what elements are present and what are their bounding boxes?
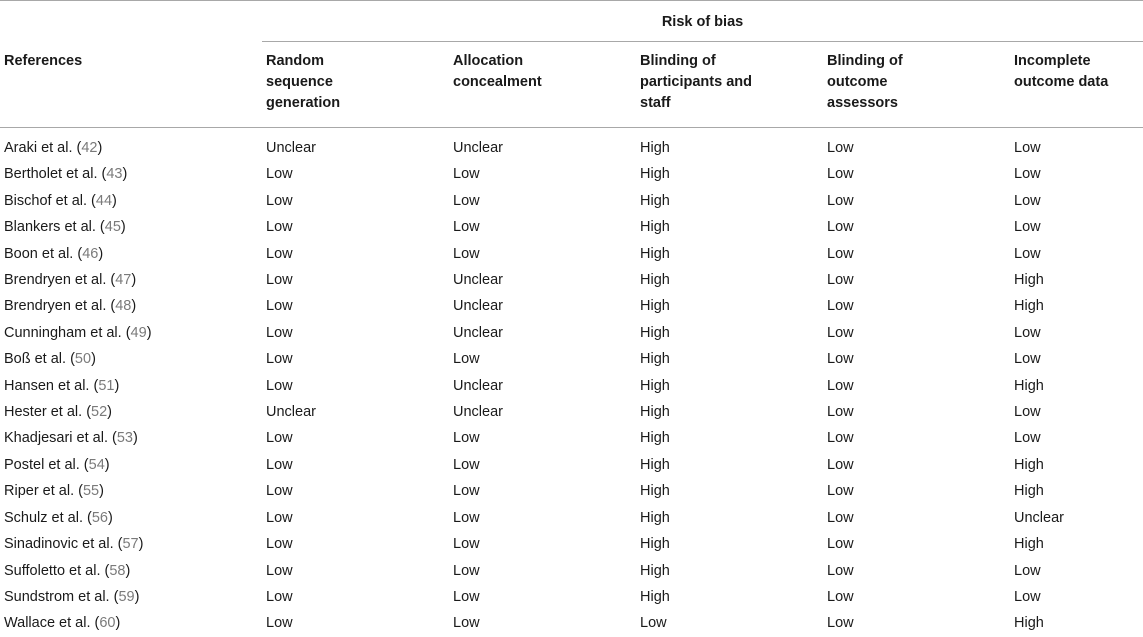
- cell-blinding-assessors: Low: [827, 219, 854, 236]
- header-line: Blinding of: [640, 53, 716, 69]
- cell-random-sequence: Low: [266, 588, 293, 605]
- cell-blinding-participants: High: [640, 245, 670, 262]
- reference-author: Suffoletto et al. (: [4, 562, 110, 579]
- cell-blinding-assessors: Low: [827, 324, 854, 341]
- citation-link[interactable]: 52: [91, 404, 108, 421]
- citation-link[interactable]: 42: [81, 140, 98, 156]
- column-header-row: [0, 42, 1143, 128]
- table-row: [0, 346, 1143, 372]
- header-line: Allocation: [453, 53, 524, 69]
- reference-author: Blankers et al. (: [4, 219, 105, 236]
- cell-blinding-assessors: Low: [827, 615, 854, 632]
- group-header-spacer: [0, 1, 262, 42]
- cell-incomplete-data: Low: [1014, 562, 1041, 579]
- table-row: [0, 399, 1143, 425]
- citation-link[interactable]: 57: [122, 536, 139, 553]
- cell-reference: [0, 214, 262, 240]
- cell-incomplete-data: Low: [1014, 404, 1041, 421]
- reference-author: Bischof et al. (: [4, 192, 96, 209]
- citation-link[interactable]: 54: [88, 456, 105, 473]
- cell-blinding-participants: High: [640, 430, 670, 447]
- cell-allocation: Unclear: [453, 404, 503, 421]
- table-row: [0, 531, 1143, 557]
- citation-link[interactable]: 60: [99, 615, 116, 632]
- cell-allocation: Low: [453, 245, 480, 262]
- reference-author: Boß et al. (: [4, 351, 75, 368]
- cell-allocation: Low: [453, 562, 480, 579]
- cell-reference: [0, 478, 262, 504]
- cell-incomplete-data: Low: [1014, 192, 1041, 209]
- citation-link[interactable]: 56: [91, 509, 108, 526]
- cell-random-sequence: Low: [266, 430, 293, 447]
- cell-reference: [0, 399, 262, 425]
- cell-blinding-assessors: Low: [827, 562, 854, 579]
- reference-author: Riper et al. (: [4, 483, 83, 500]
- reference-author: Bertholet et al. (: [4, 166, 107, 183]
- header-random-sequence-generation: [262, 42, 449, 128]
- reference-author: Brendryen et al. (: [4, 272, 116, 289]
- citation-link[interactable]: 50: [74, 351, 92, 368]
- cell-allocation: Low: [453, 588, 480, 605]
- citation-link[interactable]: 53: [116, 430, 133, 447]
- header-line: concealment: [453, 74, 542, 90]
- citation-link[interactable]: 44: [95, 192, 113, 209]
- cell-blinding-participants: High: [640, 483, 670, 500]
- header-line: outcome data: [1014, 74, 1109, 90]
- reference-close-paren: ): [132, 430, 138, 447]
- cell-allocation: Low: [453, 483, 480, 500]
- cell-reference: [0, 584, 262, 610]
- cell-reference: [0, 610, 262, 636]
- reference-close-paren: ): [99, 483, 104, 500]
- cell-incomplete-data: Low: [1014, 351, 1041, 368]
- cell-blinding-assessors: Low: [827, 298, 854, 315]
- table-row: [0, 293, 1143, 319]
- cell-reference: [0, 346, 262, 372]
- cell-blinding-assessors: Low: [827, 404, 854, 421]
- header-allocation-concealment: [449, 42, 636, 128]
- citation-link[interactable]: 47: [115, 272, 132, 289]
- cell-incomplete-data: Low: [1014, 245, 1041, 262]
- cell-allocation: Low: [453, 536, 480, 553]
- reference-close-paren: ): [146, 324, 152, 341]
- header-line: participants and: [640, 74, 752, 90]
- cell-allocation: Low: [453, 192, 480, 209]
- cell-allocation: Low: [453, 456, 480, 473]
- reference-close-paren: ): [91, 351, 96, 368]
- citation-link[interactable]: 55: [82, 483, 100, 500]
- citation-link[interactable]: 51: [98, 377, 115, 394]
- cell-allocation: Unclear: [453, 140, 503, 156]
- header-line: generation: [266, 95, 341, 111]
- cell-random-sequence: Low: [266, 245, 293, 262]
- cell-allocation: Low: [453, 351, 480, 368]
- cell-incomplete-data: Low: [1014, 588, 1041, 605]
- citation-link[interactable]: 49: [130, 324, 147, 341]
- reference-close-paren: ): [122, 166, 128, 183]
- cell-allocation: Low: [453, 509, 480, 526]
- cell-reference: [0, 531, 262, 557]
- reference-author: Hester et al. (: [4, 404, 92, 421]
- cell-allocation: Low: [453, 166, 480, 183]
- cell-random-sequence: Unclear: [266, 140, 316, 156]
- header-line: Incomplete: [1014, 53, 1091, 69]
- cell-random-sequence: Low: [266, 219, 293, 236]
- cell-random-sequence: Low: [266, 272, 293, 289]
- cell-reference: [0, 505, 262, 531]
- table-row: [0, 214, 1143, 240]
- cell-incomplete-data: High: [1014, 615, 1044, 632]
- reference-author: Wallace et al. (: [4, 615, 100, 632]
- cell-incomplete-data: Unclear: [1014, 509, 1064, 526]
- cell-random-sequence: Low: [266, 377, 293, 394]
- header-line: staff: [640, 95, 671, 111]
- reference-author: Cunningham et al. (: [4, 324, 131, 341]
- table-row: [0, 320, 1143, 346]
- cell-allocation: Unclear: [453, 324, 503, 341]
- table-row: [0, 584, 1143, 610]
- header-blinding-participants-staff: [636, 42, 823, 128]
- reference-close-paren: ): [114, 377, 120, 394]
- cell-random-sequence: Low: [266, 166, 293, 183]
- cell-reference: [0, 161, 262, 187]
- cell-blinding-participants: High: [640, 140, 670, 156]
- cell-blinding-assessors: Low: [827, 377, 854, 394]
- cell-allocation: Low: [453, 430, 480, 447]
- reference-close-paren: ): [138, 536, 144, 553]
- reference-close-paren: ): [125, 562, 131, 579]
- header-references: [0, 42, 262, 128]
- reference-close-paren: ): [134, 588, 140, 605]
- cell-random-sequence: Low: [266, 351, 293, 368]
- cell-reference: [0, 452, 262, 478]
- cell-allocation: Unclear: [453, 298, 503, 315]
- reference-close-paren: ): [98, 245, 104, 262]
- header-incomplete-outcome-data: [1010, 42, 1143, 128]
- cell-incomplete-data: Low: [1014, 430, 1041, 447]
- cell-random-sequence: Low: [266, 324, 293, 341]
- citation-link[interactable]: 45: [104, 219, 121, 236]
- cell-random-sequence: Unclear: [266, 404, 316, 421]
- reference-close-paren: ): [107, 509, 113, 526]
- cell-reference: [0, 425, 262, 451]
- cell-random-sequence: Low: [266, 562, 293, 579]
- cell-allocation: Unclear: [453, 272, 503, 289]
- cell-allocation: Low: [453, 219, 480, 236]
- cell-blinding-participants: High: [640, 192, 670, 209]
- cell-blinding-assessors: Low: [827, 536, 854, 553]
- cell-blinding-assessors: Low: [827, 192, 854, 209]
- citation-link[interactable]: 58: [109, 562, 126, 579]
- cell-incomplete-data: High: [1014, 298, 1044, 315]
- reference-close-paren: ): [112, 192, 117, 209]
- cell-blinding-participants: High: [640, 509, 670, 526]
- cell-blinding-participants: High: [640, 377, 670, 394]
- cell-blinding-participants: Low: [640, 615, 667, 632]
- reference-author: Khadjesari et al. (: [4, 430, 117, 447]
- cell-blinding-participants: High: [640, 351, 670, 368]
- cell-reference: [0, 241, 262, 267]
- citation-link[interactable]: 46: [82, 245, 99, 262]
- cell-reference: [0, 188, 262, 214]
- cell-blinding-participants: High: [640, 536, 670, 553]
- cell-blinding-participants: High: [640, 219, 670, 236]
- reference-author: Hansen et al. (: [4, 377, 99, 394]
- cell-blinding-participants: High: [640, 562, 670, 579]
- cell-incomplete-data: High: [1014, 272, 1044, 289]
- cell-allocation: Low: [453, 615, 480, 632]
- group-header-row: [0, 1, 1143, 42]
- table-row: [0, 452, 1143, 478]
- cell-reference: [0, 320, 262, 346]
- table-row: [0, 128, 1143, 162]
- cell-blinding-assessors: Low: [827, 588, 854, 605]
- cell-random-sequence: Low: [266, 456, 293, 473]
- cell-blinding-assessors: Low: [827, 509, 854, 526]
- header-blinding-outcome-assessors: [823, 42, 1010, 128]
- reference-close-paren: ): [131, 298, 137, 315]
- citation-link[interactable]: 43: [106, 166, 123, 183]
- cell-random-sequence: Low: [266, 536, 293, 553]
- cell-reference: [0, 373, 262, 399]
- cell-incomplete-data: Low: [1014, 324, 1041, 341]
- reference-close-paren: ): [104, 456, 110, 473]
- cell-blinding-participants: High: [640, 324, 670, 341]
- reference-author: Brendryen et al. (: [4, 298, 116, 315]
- cell-reference: [0, 558, 262, 584]
- reference-author: Postel et al. (: [4, 456, 89, 473]
- table-row: [0, 558, 1143, 584]
- cell-reference: [0, 128, 262, 162]
- reference-close-paren: ): [120, 219, 126, 236]
- cell-incomplete-data: Low: [1014, 140, 1041, 156]
- cell-random-sequence: Low: [266, 483, 293, 500]
- reference-close-paren: ): [97, 140, 103, 156]
- header-line: sequence: [266, 74, 333, 90]
- header-line: Random: [266, 53, 324, 69]
- reference-author: Boon et al. (: [4, 245, 83, 262]
- cell-blinding-participants: High: [640, 456, 670, 473]
- table-row: [0, 161, 1143, 187]
- header-line: outcome: [827, 74, 888, 90]
- cell-reference: [0, 293, 262, 319]
- cell-blinding-assessors: Low: [827, 430, 854, 447]
- cell-incomplete-data: High: [1014, 483, 1044, 500]
- cell-random-sequence: Low: [266, 615, 293, 632]
- table-row: [0, 478, 1143, 504]
- header-line: References: [4, 52, 83, 69]
- cell-random-sequence: Low: [266, 509, 293, 526]
- cell-incomplete-data: High: [1014, 456, 1044, 473]
- table-row: [0, 241, 1143, 267]
- cell-blinding-participants: High: [640, 404, 670, 421]
- cell-blinding-assessors: Low: [827, 272, 854, 289]
- group-header-risk-of-bias: Risk of bias: [262, 1, 1143, 42]
- reference-close-paren: ): [107, 404, 113, 421]
- reference-author: Schulz et al. (: [4, 509, 92, 526]
- cell-allocation: Unclear: [453, 377, 503, 394]
- cell-blinding-participants: High: [640, 272, 670, 289]
- cell-blinding-assessors: Low: [827, 351, 854, 368]
- reference-author: Sinadinovic et al. (: [4, 536, 123, 553]
- cell-blinding-assessors: Low: [827, 483, 854, 500]
- cell-blinding-assessors: Low: [827, 456, 854, 473]
- citation-link[interactable]: 48: [115, 298, 132, 315]
- reference-close-paren: ): [115, 615, 121, 632]
- table-row: [0, 505, 1143, 531]
- cell-blinding-assessors: Low: [827, 140, 854, 156]
- header-line: assessors: [827, 95, 898, 111]
- cell-blinding-participants: High: [640, 166, 670, 183]
- cell-random-sequence: Low: [266, 192, 293, 209]
- cell-blinding-participants: High: [640, 298, 670, 315]
- cell-blinding-participants: High: [640, 588, 670, 605]
- cell-random-sequence: Low: [266, 298, 293, 315]
- cell-incomplete-data: Low: [1014, 219, 1041, 236]
- cell-incomplete-data: Low: [1014, 166, 1041, 183]
- citation-link[interactable]: 59: [118, 588, 135, 605]
- table-row: [0, 425, 1143, 451]
- cell-blinding-assessors: Low: [827, 245, 854, 262]
- header-line: Blinding of: [827, 53, 903, 69]
- cell-incomplete-data: High: [1014, 536, 1044, 553]
- reference-author: Sundstrom et al. (: [4, 588, 119, 605]
- cell-reference: [0, 267, 262, 293]
- cell-blinding-assessors: Low: [827, 166, 854, 183]
- reference-author: Araki et al. (: [4, 140, 82, 156]
- reference-close-paren: ): [131, 272, 137, 289]
- cell-incomplete-data: High: [1014, 377, 1044, 394]
- table-body: [0, 128, 1143, 637]
- table-row: [0, 373, 1143, 399]
- table-row: [0, 188, 1143, 214]
- table-row: [0, 267, 1143, 293]
- table-row: [0, 610, 1143, 636]
